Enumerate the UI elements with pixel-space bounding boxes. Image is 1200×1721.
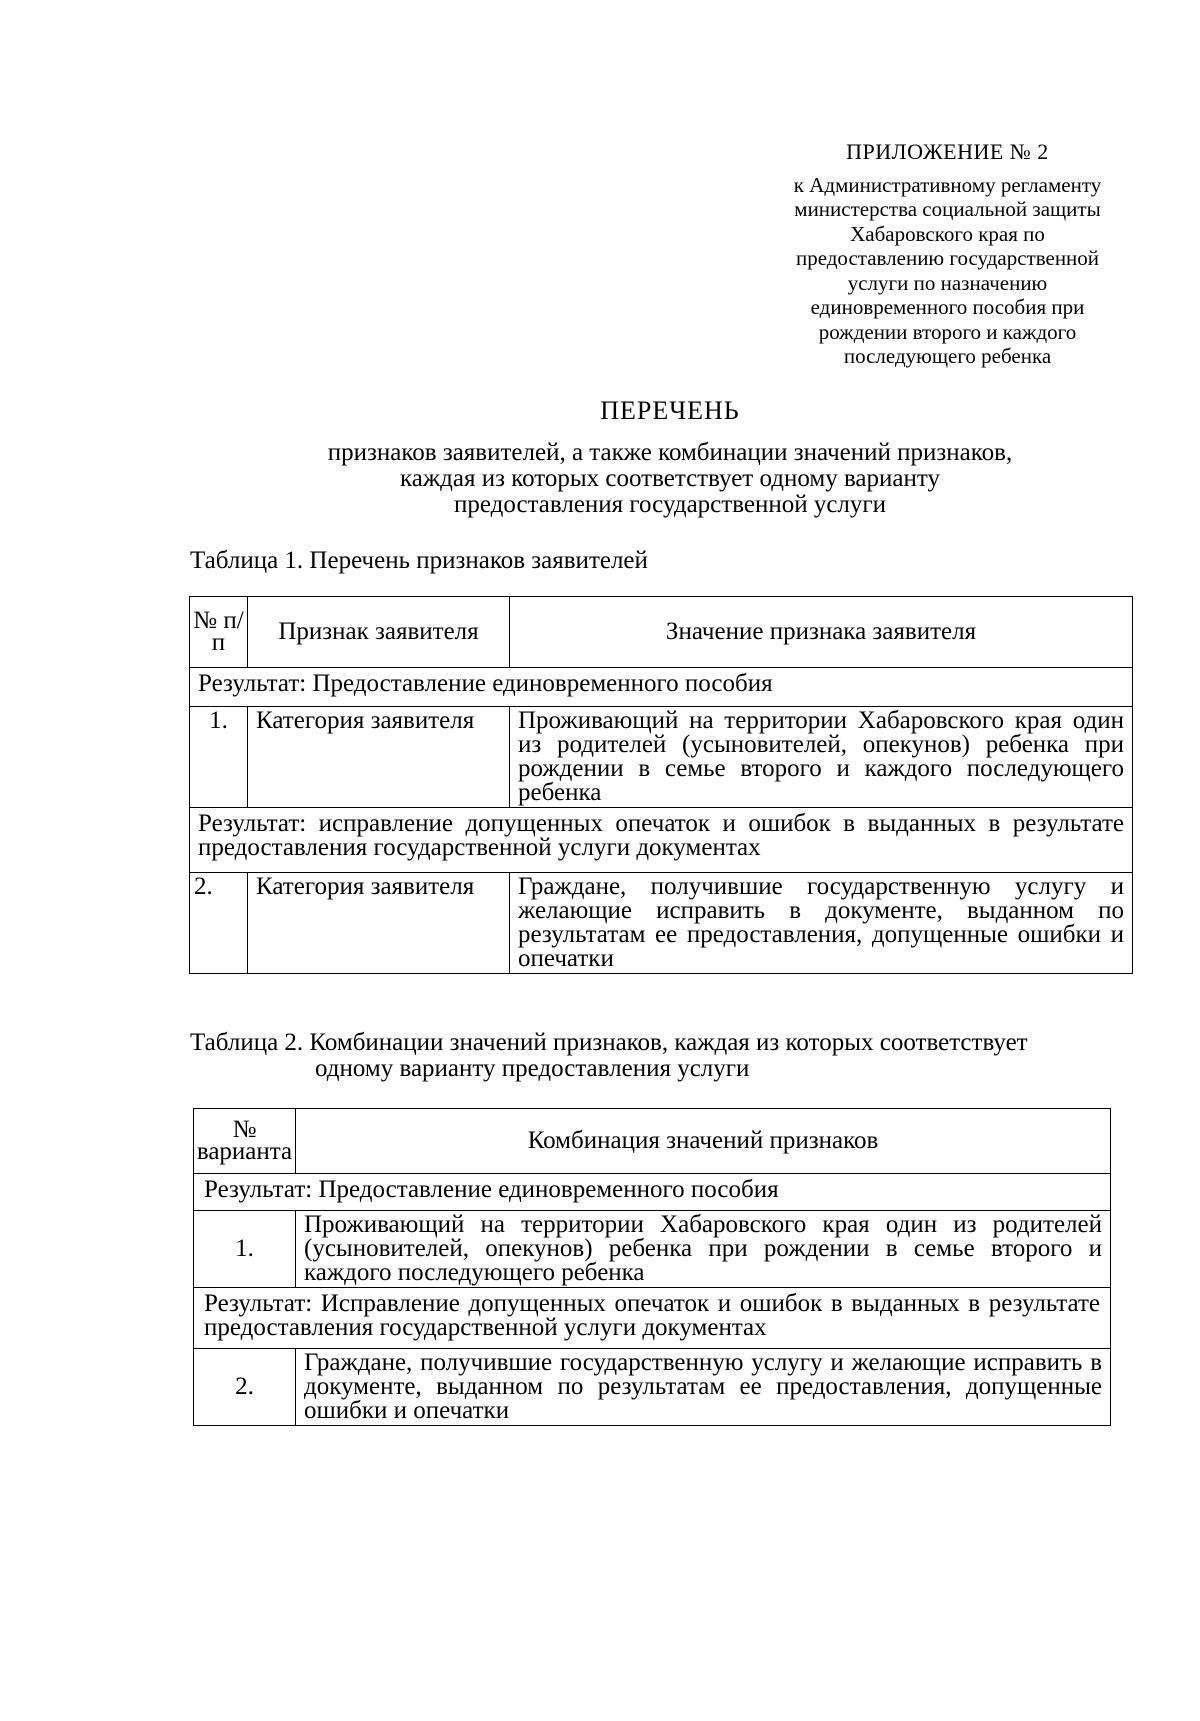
row-combo: Граждане, получившие государственную услугу и желающие исправить в документе, выданном по результатам ее предоставления, допущенные ошибки и опечатки — [296, 1349, 1111, 1426]
table2-caption — [190, 1030, 1150, 1082]
table-result-row — [194, 1288, 1111, 1349]
table-header-row — [194, 1109, 1111, 1174]
appendix-line: министерства социальной защиты — [794, 197, 1101, 221]
subtitle-line: признаков заявителей, а также комбинации значений признаков, — [327, 439, 1013, 466]
table-row — [194, 1211, 1111, 1288]
appendix-line: предоставлению государственной — [795, 246, 1100, 270]
subtitle-line: предоставления государственной услуги — [453, 491, 887, 518]
row-sign: Категория заявителя — [248, 707, 510, 808]
table-row — [194, 1349, 1111, 1426]
header-num: № варианта — [194, 1109, 296, 1174]
table-row — [190, 707, 1133, 808]
subtitle-line: каждая из которых соответствует одному варианту — [400, 465, 940, 492]
appendix-block — [765, 140, 1130, 369]
table1-caption: Таблица 1. Перечень признаков заявителей — [190, 547, 648, 574]
header-combo: Комбинация значений признаков — [296, 1109, 1111, 1174]
result-cell: Результат: Предоставление единовременного пособия — [190, 668, 1133, 707]
caption-line: Таблица 2. Комбинации значений признаков, каждая из которых соответствует — [190, 1029, 1028, 1056]
row-num: 1. — [190, 707, 248, 808]
page-title: ПЕРЕЧЕНЬ — [600, 396, 740, 425]
sign-combinations-table — [193, 1108, 1111, 1426]
table-row — [190, 873, 1133, 974]
appendix-line: рождении второго и каждого — [818, 319, 1077, 344]
header-sign: Признак заявителя — [248, 597, 510, 668]
page-subtitle — [190, 440, 1150, 518]
appendix-line: к Административному регламенту — [793, 172, 1102, 197]
row-value: Проживающий на территории Хабаровского края один из родителей (усыновителей, опекунов) ребенка при рождении в семье второго и каждого последующего ребенка — [510, 707, 1133, 808]
appendix-line: единовременного пособия при — [810, 295, 1085, 319]
appendix-header: ПРИЛОЖЕНИЕ № 2 — [846, 139, 1049, 164]
table-header-row — [190, 597, 1133, 668]
appendix-line: услуги по назначению — [847, 270, 1048, 295]
appendix-line: последующего ребенка — [843, 344, 1052, 368]
applicant-signs-table — [189, 596, 1133, 974]
row-value: Граждане, получившие государственную услугу и желающие исправить в документе, выданном по результатам ее предоставления, допущенные ошибки и опечатки — [510, 873, 1133, 974]
result-cell: Результат: Предоставление единовременного пособия — [194, 1174, 1111, 1211]
result-cell: Результат: исправление допущенных опечаток и ошибок в выданных в результате предоставления государственной услуги документах — [190, 808, 1133, 873]
table-result-row — [190, 668, 1133, 707]
table-result-row — [190, 808, 1133, 873]
row-num: 2. — [190, 873, 248, 974]
row-num: 2. — [194, 1349, 296, 1426]
row-num: 1. — [194, 1211, 296, 1288]
appendix-line: Хабаровского края по — [850, 221, 1045, 246]
result-cell: Результат: Исправление допущенных опечаток и ошибок в выданных в результате предоставления государственной услуги документах — [194, 1288, 1111, 1349]
header-value: Значение признака заявителя — [510, 597, 1133, 668]
row-combo: Проживающий на территории Хабаровского края один из родителей (усыновителей, опекунов) ребенка при рождении в семье второго и каждого последующего ребенка — [296, 1211, 1111, 1288]
row-sign: Категория заявителя — [248, 873, 510, 974]
caption-line: одному варианту предоставления услуги — [315, 1055, 750, 1082]
table-result-row — [194, 1174, 1111, 1211]
header-num: № п/п — [190, 597, 248, 668]
